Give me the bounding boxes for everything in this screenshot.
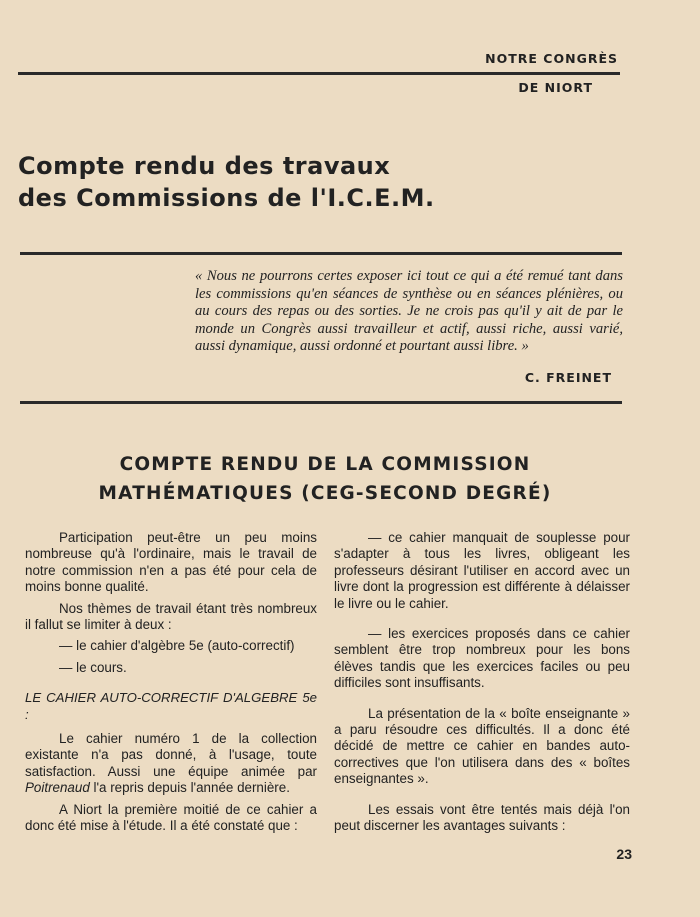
left-paragraph-3 [25, 731, 317, 797]
right-paragraph-1: — ce cahier manquait de souplesse pour s'adapter à tous les livres, obligeant les professeurs désirant l'utiliser en accord avec un livre dont la progression est différente à délaisser le livre ou le cahier. [334, 530, 630, 611]
left-column [25, 530, 317, 840]
header-rule [18, 72, 620, 75]
page-title-line-2: des Commissions de l'I.C.E.M. [18, 184, 435, 212]
p3-after: l'a repris depuis l'année dernière. [89, 780, 290, 796]
epigraph-quote: « Nous ne pourrons certes exposer ici tout ce qui a été remué tant dans les commissions qu'en séances de synthèse ou en séances plénières, ou au cours des repas ou des sorties. Je ne crois pas qu'il y ait de par le monde un Congrès aussi travailleur et actif, aussi riche, aussi varié, aussi dynamique, aussi ordonné et pourtant aussi libre. » [195, 268, 623, 354]
page-number: 23 [616, 846, 632, 862]
right-paragraph-4: Les essais vont être tentés mais déjà l'on peut discerner les avantages suivants : [334, 801, 630, 834]
section-title [0, 450, 650, 508]
section-title-line-2: MATHÉMATIQUES (CEG-SECOND DEGRÉ) [98, 483, 552, 504]
subheading-cahier: LE CAHIER AUTO-CORRECTIF D'ALGEBRE 5e : [25, 690, 317, 722]
left-paragraph-2: Nos thèmes de travail étant très nombreux il fallut se limiter à deux : [25, 600, 317, 633]
right-column [334, 530, 630, 840]
left-paragraph-4: A Niort la première moitié de ce cahier a donc été mise à l'étude. Il a été constaté que : [25, 801, 317, 834]
left-paragraph-1: Participation peut-être un peu moins nombreuse qu'à l'ordinaire, mais le travail de notre commission n'en a pas été pour cela de moins bonne qualité. [25, 530, 317, 595]
page-title [18, 150, 435, 214]
page-title-line-1: Compte rendu des travaux [18, 152, 391, 180]
header-line-1: NOTRE CONGRÈS [485, 51, 618, 66]
section-title-line-1: COMPTE RENDU DE LA COMMISSION [119, 454, 531, 475]
p3-before: Le cahier numéro 1 de la collection existante n'a pas donné, à l'usage, toute satisfaction. Aussi une équipe animée par [25, 731, 317, 779]
title-rule [20, 252, 622, 255]
quote-rule [20, 401, 622, 404]
list-item-cahier: — le cahier d'algèbre 5e (auto-correctif) [59, 638, 295, 654]
p3-name: Poitrenaud [25, 780, 90, 796]
right-paragraph-2: — les exercices proposés dans ce cahier semblent être trop nombreux pour les bons élèves tandis que les exercices faciles ou peu difficiles sont insuffisants. [334, 626, 630, 691]
right-paragraph-3: La présentation de la « boîte enseignante » a paru résoudre ces difficultés. Il a donc été décidé de mettre ce cahier en bandes auto-correctives que l'on utilisera dans des « boîtes enseignantes ». [334, 705, 630, 787]
quote-author: C. FREINET [524, 370, 612, 385]
header-line-2: DE NIORT [518, 80, 593, 95]
list-item-cours: — le cours. [59, 659, 127, 675]
